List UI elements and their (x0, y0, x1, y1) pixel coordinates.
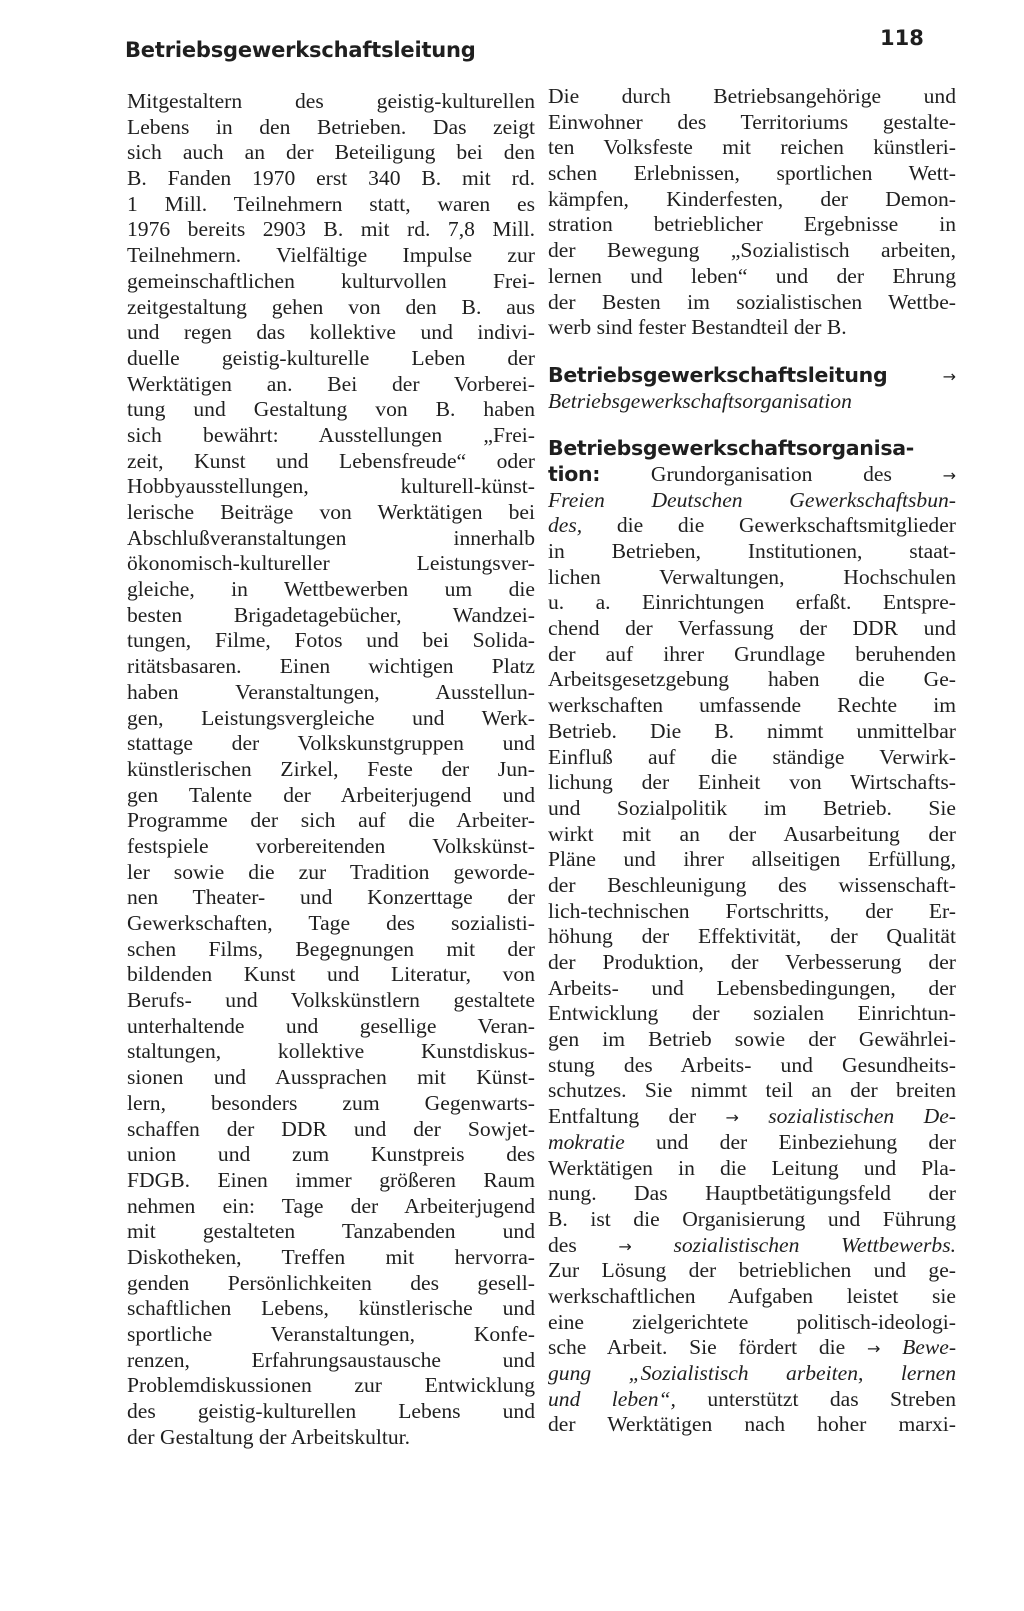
cross-reference-link[interactable]: Betriebsgewerkschaftsorganisation (548, 388, 852, 413)
running-head: Betriebsgewerkschaftsleitung (125, 38, 476, 62)
text-line: union und zum Kunstpreis des (127, 1142, 535, 1167)
text-line: lern, besonders zum Gegenwarts- (127, 1090, 535, 1115)
text-line: lernen und leben“ und der Ehrung (548, 263, 956, 288)
text-line: werkschaftlichen Aufgaben leistet sie (548, 1283, 956, 1308)
text-line: schaffen der DDR und der Sowjet- (127, 1116, 535, 1141)
text-line: sportliche Veranstaltungen, Konfe- (127, 1322, 535, 1346)
text-line: stration betrieblicher Ergebnisse in (548, 212, 956, 237)
cross-reference-arrow-icon: → (942, 366, 956, 386)
text-line: Einfluß auf die ständige Verwirk- (548, 744, 956, 769)
text-line: 1976 bereits 2903 B. mit rd. 7,8 Mill. (127, 217, 535, 242)
text-line: Betrieb. Die B. nimmt unmittelbar (548, 718, 956, 743)
text-line: des geistig-kulturellen Lebens und (127, 1399, 535, 1424)
text-line: werkschaften umfassende Rechte im (548, 693, 956, 718)
text-line: besten Brigadetagebücher, Wandzei- (127, 602, 535, 627)
text-line: sich bewährt: Ausstellungen „Frei- (127, 422, 535, 447)
text-line: der Werktätigen nach hoher marxi- (548, 1412, 956, 1437)
cross-reference-link-end[interactable]: mokratie (548, 1129, 625, 1154)
text-line: gleiche, in Wettbewerben um die (127, 577, 535, 602)
text-line: eine zielgerichtete politisch-ideologi- (548, 1309, 956, 1334)
text-line: schen Films, Begegnungen mit der (127, 936, 535, 961)
text-line: FDGB. Einen immer größeren Raum (127, 1167, 535, 1192)
cross-reference-link[interactable]: sozialistischen Wettbewerbs. (673, 1232, 956, 1257)
text-line: stattage der Volkskunstgruppen und (127, 731, 535, 756)
text-line: u. a. Einrichtungen erfaßt. Entspre- (548, 590, 956, 615)
text-line: Pläne und ihrer allseitigen Erfüllung, (548, 847, 956, 872)
cross-reference-arrow-icon: → (866, 1339, 881, 1359)
text-line: gen, Leistungsvergleiche und Werk- (127, 705, 535, 730)
cross-reference-link[interactable]: sozialistischen De- (768, 1104, 956, 1129)
text-line: ökonomisch-kultureller Leistungsver- (127, 551, 535, 576)
text-line: B. Fanden 1970 erst 340 B. mit rd. (127, 166, 535, 191)
cross-reference-arrow-icon: → (725, 1108, 739, 1128)
text-line: sich auch an der Beteiligung bei den (127, 140, 535, 165)
text-line: der Beschleunigung des wissenschaft- (548, 872, 956, 897)
cross-reference-arrow-icon: → (942, 465, 956, 485)
text-line: haben Veranstaltungen, Ausstellun- (127, 679, 535, 704)
text-line: Werktätigen in die Leitung und Pla- (548, 1155, 956, 1180)
text-line: in Betrieben, Institutionen, staat- (548, 539, 956, 563)
text-line: Programme der sich auf die Arbeiter- (127, 808, 535, 833)
text-line: Werktätigen an. Bei der Vorberei- (127, 371, 535, 396)
text-line: zeit, Kunst und Lebensfreude“ oder (127, 448, 535, 473)
text-line: chend der Verfassung der DDR und (548, 616, 956, 641)
text-line: gen Talente der Arbeiterjugend und (127, 782, 535, 807)
page-number: 118 (880, 26, 924, 50)
text-line: Problemdiskussionen zur Entwicklung (127, 1373, 535, 1398)
text-line: schutzes. Sie nimmt teil an der breiten (548, 1078, 956, 1103)
text-line: Gewerkschaften, Tage des sozialisti- (127, 911, 535, 935)
cross-reference-link[interactable]: Freien Deutschen Gewerkschaftsbun- (548, 487, 956, 512)
text-line: Teilnehmern. Vielfältige Impulse zur (127, 243, 535, 268)
text-line: renzen, Erfahrungsaustausche und (127, 1347, 535, 1372)
text-line: schaftlichen Lebens, künstlerische und (127, 1296, 535, 1321)
entry-betriebsgewerkschaftsleitung (548, 363, 956, 414)
text-line: staltungen, kollektive Kunstdiskus- (127, 1039, 535, 1064)
text-line: Arbeitsgesetzgebung haben die Ge- (548, 667, 956, 692)
text-line: unterhaltende und gesellige Veran- (127, 1013, 535, 1038)
cross-reference-arrow-icon: → (618, 1236, 632, 1256)
text-line: Einwohner des Territoriums gestalte- (548, 109, 956, 134)
text-line: der Besten im sozialistischen Wettbe- (548, 289, 956, 314)
text-line: mit gestalteten Tanzabenden und (127, 1219, 535, 1244)
text-line: tung und Gestaltung von B. haben (127, 397, 535, 422)
text-line: Mitgestaltern des geistig-kulturellen (127, 89, 535, 113)
text-line: Berufs- und Volkskünstlern gestaltete (127, 988, 535, 1013)
entry-headword: Betriebsgewerkschaftsorganisa- (548, 436, 914, 461)
text-line: kämpfen, Kinderfesten, der Demon- (548, 186, 956, 211)
text-line: der auf ihrer Grundlage beruhenden (548, 641, 956, 666)
entry-body-text (548, 1258, 956, 1335)
text-line: Hobbyausstellungen, kulturell-künst- (127, 474, 535, 499)
cross-reference-link-continued[interactable]: gung „Sozialistisch arbeiten, lernen (548, 1361, 956, 1385)
text-line: lerische Beiträge von Werktätigen bei (127, 500, 535, 524)
text-line: höhung der Effektivität, der Qualität (548, 924, 956, 949)
text-line: genden Persönlichkeiten des gesell- (127, 1270, 535, 1295)
text-line: gen im Betrieb sowie der Gewährlei- (548, 1027, 956, 1052)
text-line: Arbeits- und Lebensbedingungen, der (548, 975, 956, 1000)
text-line: nehmen ein: Tage der Arbeiterjugend (127, 1193, 535, 1218)
text-line: schen Erlebnissen, sportlichen Wett- (548, 161, 956, 186)
entry-headword-continued: tion: (548, 461, 601, 486)
text-line: Abschlußveranstaltungen innerhalb (127, 525, 535, 550)
text-line: tungen, Filme, Fotos und bei Solida- (127, 628, 535, 653)
text-line: Die durch Betriebsangehörige und (548, 84, 956, 108)
entry-body-text (548, 539, 956, 1104)
text-line: lichen Verwaltungen, Hochschulen (548, 564, 956, 589)
text-line: lich-technischen Fortschritts, der Er- (548, 898, 956, 923)
cross-reference-link[interactable]: Bewe- (902, 1335, 957, 1360)
text-line: sionen und Aussprachen mit Künst- (127, 1065, 535, 1090)
entry-betriebsgewerkschaftsorganisation: Betriebsgewerkschaftsorganisa- tion: Grundorganisation des → Freien Deutschen Gewerkschaftsbun- des, die die Gewerkschaftsmitglieder in Betrieben, Institutionen, staat- lichen Verwaltungen, Hochschulen u. a. Einrichtungen erfaßt. Entspre- chend der Verfassung der DDR und der auf ihrer Grundlage beruhenden Arbeitsgesetzgebung haben die Ge- werkschaften umfassende Rechte im Betrieb. Die B. nimmt unmittelbar Einfluß auf die ständige Verwirk- lichung der Einheit von Wirtschafts- und Sozialpolitik im Betrieb. Sie wirkt mit an der Ausarbeitung der Pläne und ihrer allseitigen Erfüllung, der Beschleunigung des wissenschaft- lich-technischen Fortschritts, der Er- höhung der Effektivität, der Qualität der Produktion, der Verbesserung der Arbeits- und Lebensbedingungen, der Entwicklung der sozialen Einrichtun- gen im Betrieb sowie der Gewährlei- stung des Arbeits- und Gesundheits- schutzes. Sie nimmt teil an der breiten Entfaltung der → sozialistischen De- mokratie und der Einbeziehung der Werktätigen in die Leitung und Pla- nung. Das Hauptbetätigungsfeld der B. ist die Organisierung und Führung des → sozialistischen Wettbewerbs. Zur Lösung der betrieblichen und ge- werkschaftlichen Aufgaben leistet sie eine zielgerichtete politisch-ideologi- sche Arbeit. Sie fördert die → Bewe- gung „Sozialistisch arbeiten, lernen und leben“, unterstützt das Streben der Werktätigen nach hoher marxi- (548, 436, 957, 1437)
text-line: ritätsbasaren. Einen wichtigen Platz (127, 654, 535, 679)
text-line: B. ist die Organisierung und Führung (548, 1206, 956, 1231)
text-line: duelle geistig-kulturelle Leben der (127, 345, 535, 370)
text-line: ten Volksfeste mit reichen künstleri- (548, 135, 956, 160)
cross-reference-link-end[interactable]: und leben“, (548, 1386, 676, 1411)
text-line: 1 Mill. Teilnehmern statt, waren es (127, 191, 535, 216)
text-line: Zur Lösung der betrieblichen und ge- (548, 1258, 956, 1283)
entry-headword: Betriebsgewerkschaftsleitung (548, 362, 888, 387)
left-column (127, 89, 535, 1450)
text-line: ler sowie die zur Tradition geworde- (127, 859, 535, 884)
text-line: künstlerischen Zirkel, Feste der Jun- (127, 756, 535, 781)
text-line: der Produktion, der Verbesserung der (548, 950, 956, 974)
text-line: werb sind fester Bestandteil der B. (548, 315, 847, 340)
text-line: zeitgestaltung gehen von den B. aus (127, 294, 535, 319)
text-line: und regen das kollektive und indivi- (127, 320, 535, 345)
text-line: nen Theater- und Konzerttage der (127, 885, 535, 910)
right-top-text (548, 84, 956, 341)
text-line: Entwicklung der sozialen Einrichtun- (548, 1001, 956, 1026)
right-column (548, 84, 956, 1438)
cross-reference-link-end[interactable]: des, (548, 513, 583, 538)
text-line: Lebens in den Betrieben. Das zeigt (127, 114, 535, 139)
text-line: der Gestaltung der Arbeitskultur. (127, 1424, 411, 1449)
text-line: gemeinschaftlichen kulturvollen Frei- (127, 268, 535, 293)
text-line: Diskotheken, Treffen mit hervorra- (127, 1244, 535, 1269)
text-line: bildenden Kunst und Literatur, von (127, 962, 535, 987)
text-line: stung des Arbeits- und Gesundheits- (548, 1052, 956, 1077)
text-line: nung. Das Hauptbetätigungsfeld der (548, 1181, 956, 1206)
text-line: festspiele vorbereitenden Volkskünst- (127, 833, 535, 858)
entry-body-text (548, 1156, 956, 1233)
text-line: und Sozialpolitik im Betrieb. Sie (548, 795, 956, 820)
text-line: lichung der Einheit von Wirtschafts- (548, 770, 956, 795)
text-line: wirkt mit an der Ausarbeitung der (548, 821, 956, 846)
text-line: der Bewegung „Sozialistisch arbeiten, (548, 238, 956, 263)
